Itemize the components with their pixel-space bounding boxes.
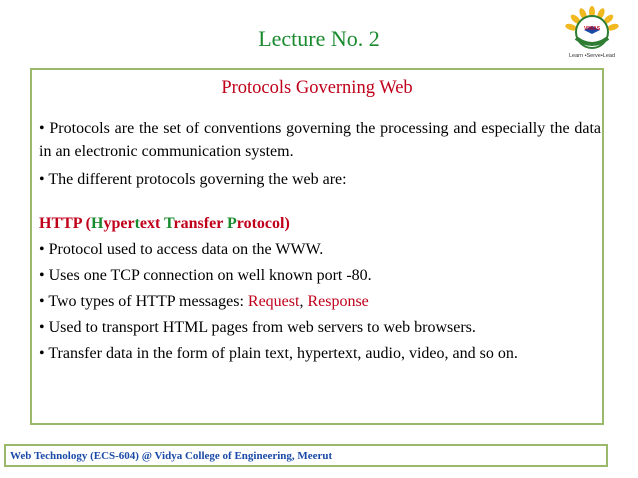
spacer [39,191,601,212]
footer-text: Web Technology (ECS-604) @ Vidya College of Engineering, Meerut [10,450,333,462]
intro-paragraph: • Protocols are the set of conventions governing the processing and especially the data in an electronic communication system. [39,120,601,160]
http-letter-t: t [134,215,140,232]
http-word-rotocol: rotocol [236,215,285,232]
http-heading-suffix: ) [284,215,290,232]
bullet-item-messages [39,290,601,313]
slide-content [39,117,601,365]
bullet-item: • Used to transport HTML pages from web servers to web browsers. [39,319,476,336]
http-heading [39,212,601,235]
http-word-yper: yper [103,215,135,232]
bullet-item: • Protocol used to access data on the WWW. [39,241,324,258]
http-word-ransfer: ransfer [173,215,227,232]
intro-paragraph: • The different protocols governing the web are: [39,171,347,188]
slide-heading: Protocols Governing Web [221,78,413,98]
bullet-item: • Uses one TCP connection on well known port -80. [39,267,372,284]
logo-tagline: Learn •Serve•Lead [568,53,616,59]
response-link: Response [307,293,369,310]
http-letter-p: P [227,215,237,232]
footer [4,444,608,467]
http-heading-prefix: HTTP ( [39,215,92,232]
college-logo [560,4,624,66]
logo-acronym: VIWAS [583,26,601,32]
request-link: Request [247,293,300,310]
slide-content-box [30,68,604,425]
http-word-ext: ext [139,215,165,232]
http-letter-transfer-t: T [164,215,174,232]
bullet-item: • Transfer data in the form of plain text, hypertext, audio, video, and so on. [39,345,518,362]
messages-separator: , [299,293,308,310]
college-logo-icon [560,4,624,66]
messages-prefix: • Two types of HTTP messages: [39,293,248,310]
lecture-title: Lecture No. 2 [258,26,380,51]
http-letter-h: H [91,215,104,232]
